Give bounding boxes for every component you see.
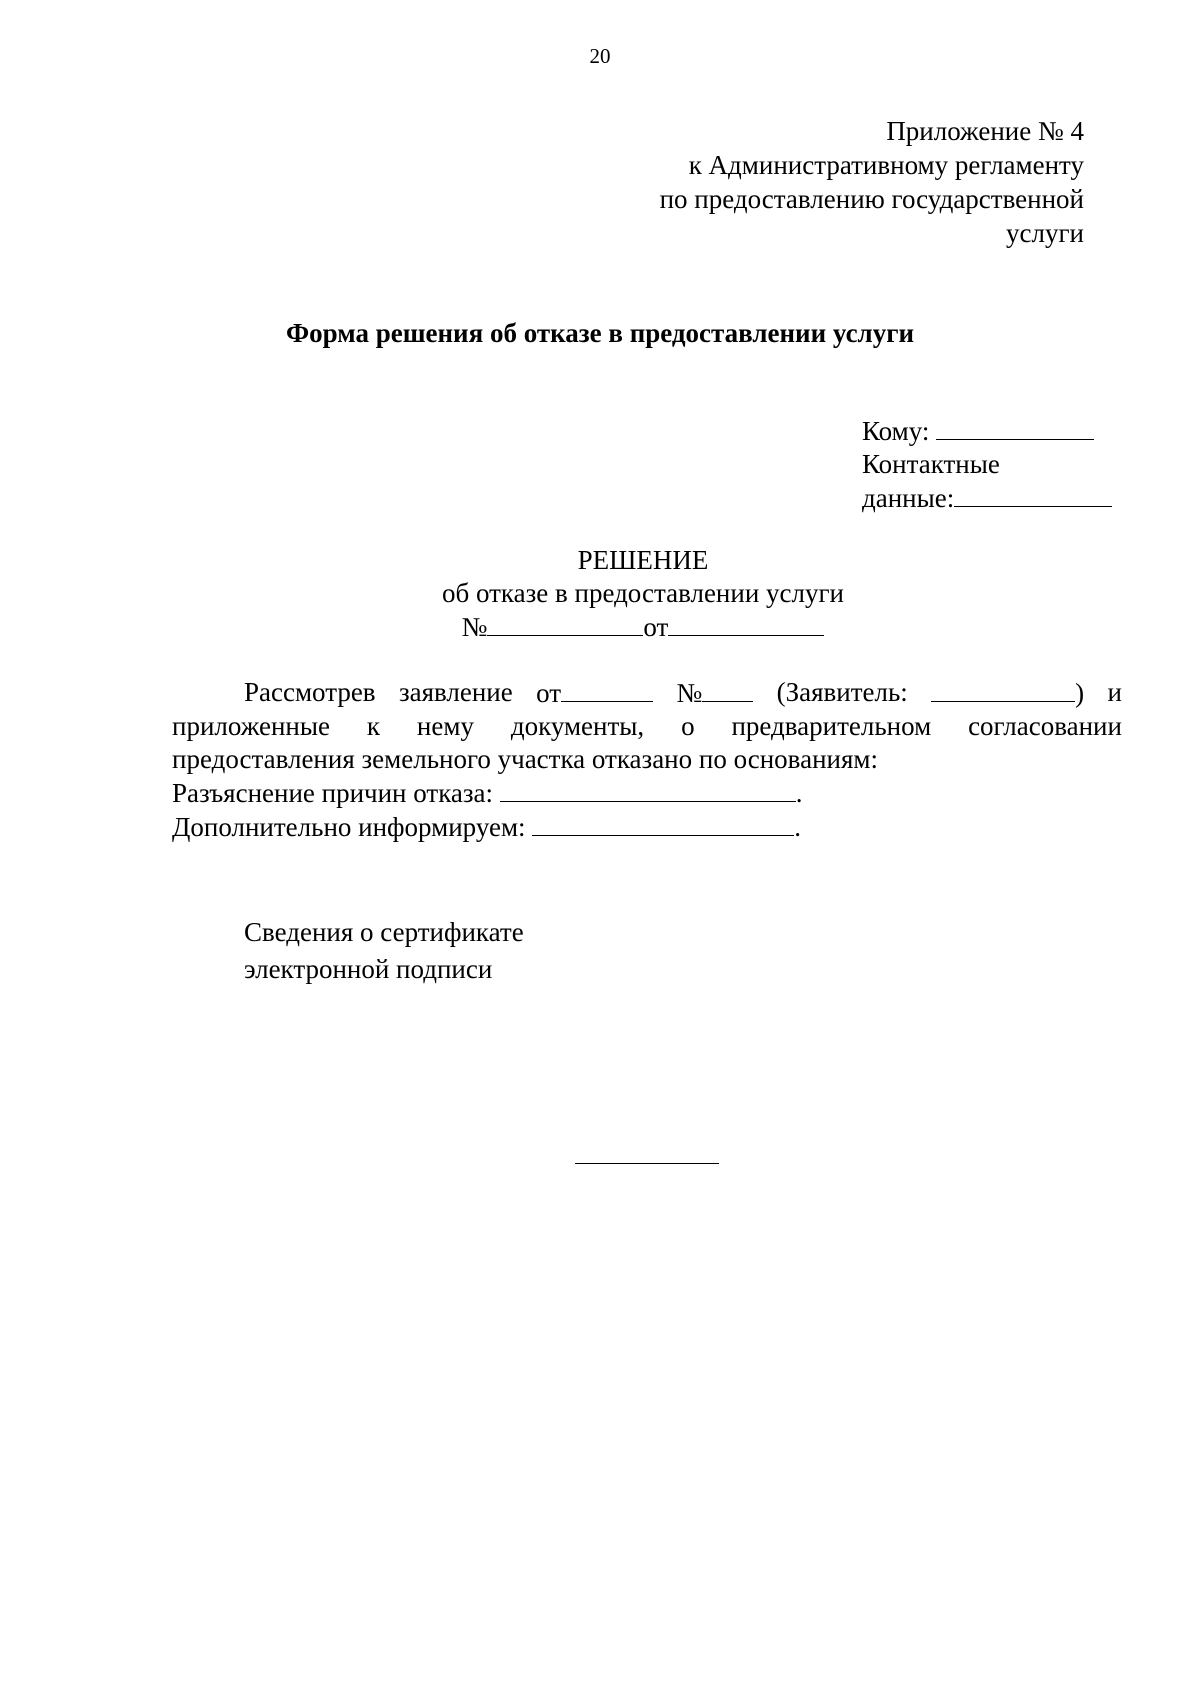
body-word: о xyxy=(681,711,695,741)
additional-info-period: . xyxy=(794,812,802,842)
body-word-applicant-group xyxy=(931,676,1084,710)
page-number: 20 xyxy=(589,44,611,68)
recipient-to-label: Кому: xyxy=(862,416,930,446)
reasons-period: . xyxy=(795,778,803,808)
reasons-row xyxy=(172,776,1122,810)
body-line-1 xyxy=(172,676,1122,710)
recipient-contacts-label-1: Контактные xyxy=(862,449,1000,479)
body-word: № xyxy=(676,678,703,708)
decision-date-field[interactable] xyxy=(668,610,824,636)
body-word: заявление xyxy=(398,677,513,707)
reasons-field[interactable] xyxy=(500,776,796,802)
body-word: (Заявитель: xyxy=(776,677,908,707)
body-word: согласовании xyxy=(968,711,1122,741)
body-word-from-group xyxy=(536,676,653,710)
decision-number-row xyxy=(0,610,1200,644)
body-word: от xyxy=(536,678,562,708)
end-divider xyxy=(575,1163,719,1164)
appendix-line-4: услуги xyxy=(1006,218,1084,248)
recipient-contacts-field[interactable] xyxy=(954,481,1112,507)
body-word-number-group xyxy=(676,676,753,710)
body-paragraph xyxy=(172,676,1122,844)
signature-line-1: Сведения о сертификате xyxy=(244,917,524,947)
reasons-label: Разъяснение причин отказа: xyxy=(172,778,494,808)
body-word: и xyxy=(1107,677,1122,707)
decision-title: РЕШЕНИЕ xyxy=(577,545,709,575)
body-word: документы, xyxy=(510,711,645,741)
appendix-line-2: к Административному регламенту xyxy=(688,150,1084,180)
appendix-line-1: Приложение № 4 xyxy=(886,116,1084,146)
appendix-line-3: по предоставлению государственной xyxy=(659,184,1084,214)
recipient-to-row xyxy=(862,414,1112,448)
additional-info-label: Дополнительно информируем: xyxy=(172,812,526,842)
application-number-field[interactable] xyxy=(702,676,753,702)
decision-number-label: № xyxy=(461,612,488,642)
body-line-2 xyxy=(172,710,1122,743)
body-word: нему xyxy=(416,711,474,741)
body-word: Рассмотрев xyxy=(244,677,376,707)
body-line-3: предоставления земельного участка отказано по основаниям: xyxy=(172,744,878,774)
recipient-contacts-row xyxy=(862,481,1112,515)
application-date-field[interactable] xyxy=(561,676,653,702)
decision-number-field[interactable] xyxy=(487,610,643,636)
recipient-block xyxy=(862,414,1112,515)
signature-certificate-block xyxy=(244,914,524,988)
decision-subtitle: об отказе в предоставлении услуги xyxy=(441,578,845,608)
appendix-header xyxy=(660,114,1084,250)
form-title: Форма решения об отказе в предоставлении услуги xyxy=(285,318,915,348)
body-word: приложенные xyxy=(172,711,331,741)
applicant-field[interactable] xyxy=(931,676,1075,702)
additional-info-row xyxy=(172,810,1122,844)
recipient-to-field[interactable] xyxy=(936,414,1094,440)
signature-line-2: электронной подписи xyxy=(244,954,493,984)
recipient-contacts-label-2: данные: xyxy=(862,483,955,513)
body-word: ) xyxy=(1075,678,1085,708)
body-word: предварительном xyxy=(731,711,932,741)
additional-info-field[interactable] xyxy=(532,810,794,836)
decision-from-label: от xyxy=(643,612,669,642)
body-word: к xyxy=(366,711,381,741)
